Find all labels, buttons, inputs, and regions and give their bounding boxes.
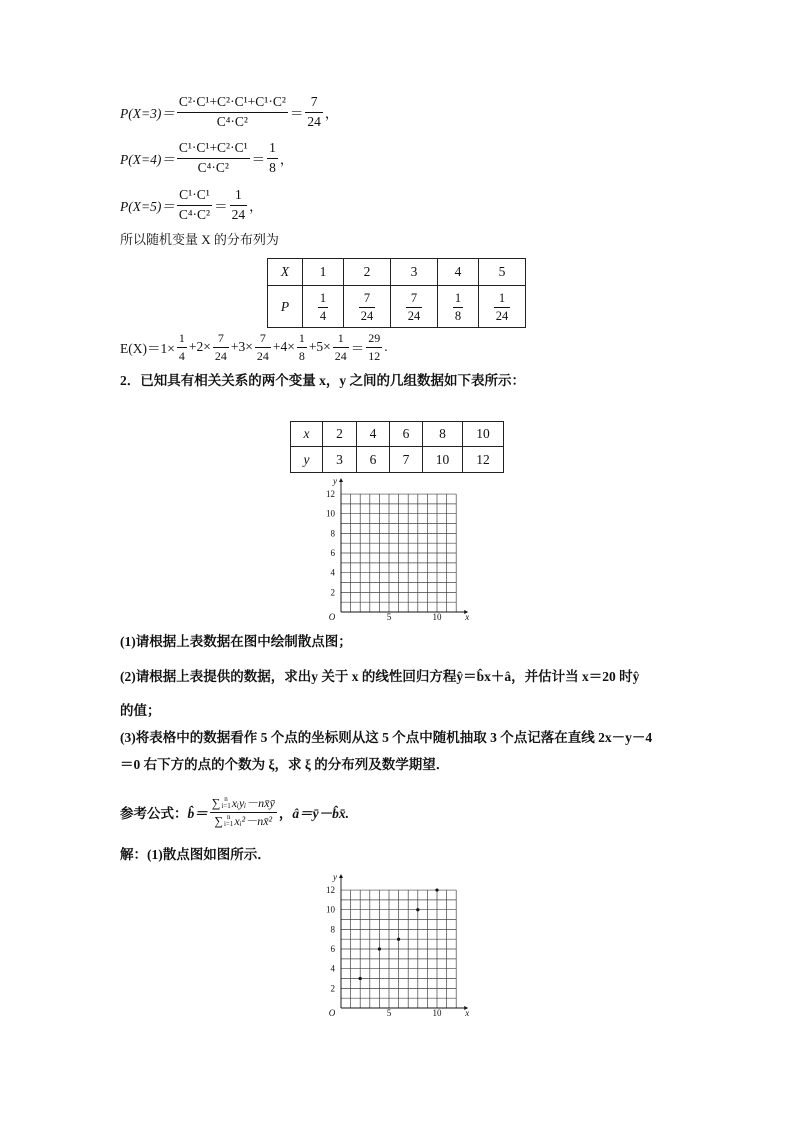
denominator-body: xᵢ²－nx̄² xyxy=(234,813,273,828)
scatter-point xyxy=(359,977,362,980)
punctuation: ， xyxy=(279,152,294,167)
table-cell: 6 xyxy=(390,422,423,447)
fraction xyxy=(297,331,307,363)
table-cell: 6 xyxy=(357,447,390,473)
fraction-denominator: C⁴·C² xyxy=(197,159,229,175)
summation-upper: n xyxy=(224,795,228,804)
question-2-intro: 2．已知具有相关关系的两个变量 x，y 之间的几组数据如下表所示： xyxy=(120,373,525,388)
y-tick-label: 10 xyxy=(326,904,335,915)
fraction xyxy=(333,331,349,363)
table-row xyxy=(291,422,504,447)
origin-label: O xyxy=(328,1008,336,1018)
punctuation: ， xyxy=(249,199,263,214)
fraction-numerator: 1 xyxy=(177,331,187,347)
summation-lower: i=1 xyxy=(223,819,234,828)
fraction-numerator: C¹·C¹+C²·C¹ xyxy=(177,140,250,158)
punctuation: ， xyxy=(324,106,339,121)
prob-lhs: P(X=3)＝ xyxy=(120,106,175,121)
fraction-numerator: C¹·C¹ xyxy=(177,187,212,205)
table-cell xyxy=(438,286,479,328)
result-fraction xyxy=(230,187,248,222)
y-tick-label: 4 xyxy=(330,963,335,974)
fraction-numerator: 7 xyxy=(359,291,376,308)
expectation-part: +5× xyxy=(308,339,331,354)
fraction-numerator xyxy=(210,796,277,812)
numerator-body: xᵢyᵢ－nx̄ȳ xyxy=(231,796,275,811)
formula-label: 参考公式： xyxy=(120,806,188,821)
fraction-denominator: 4 xyxy=(319,308,327,323)
punctuation: ， xyxy=(278,806,293,821)
expectation-part: +3× xyxy=(230,339,253,354)
fraction-numerator: 1 xyxy=(267,140,278,158)
reference-formula xyxy=(120,792,349,832)
distribution-table xyxy=(267,258,526,328)
probability-fraction xyxy=(406,291,423,324)
sigma-glyph: ∑ xyxy=(214,813,223,828)
fraction xyxy=(255,331,271,363)
empty-grid-chart xyxy=(320,476,475,626)
scatter-chart xyxy=(320,872,475,1022)
regression-fraction xyxy=(210,796,277,828)
fraction-numerator: 7 xyxy=(213,331,229,347)
x-axis-label: x xyxy=(465,1008,470,1018)
fraction xyxy=(213,331,229,363)
table-cell: 4 xyxy=(438,259,479,286)
x-tick-label: 5 xyxy=(386,612,392,622)
fraction-numerator: 7 xyxy=(255,331,271,347)
prob-fraction xyxy=(177,94,288,129)
table-cell xyxy=(391,286,438,328)
table-header-cell: x xyxy=(291,422,323,447)
fraction-numerator: 1 xyxy=(453,291,463,308)
solution-heading: 解：(1)散点图如图所示． xyxy=(120,847,271,862)
fraction-numerator: 1 xyxy=(333,331,349,347)
table-cell: 2 xyxy=(344,259,391,286)
prob-lhs: P(X=5)＝ xyxy=(120,199,175,214)
table-cell: 5 xyxy=(479,259,526,286)
y-axis-arrow xyxy=(339,478,343,482)
y-tick-label: 12 xyxy=(326,885,335,896)
result-fraction xyxy=(267,140,278,175)
fraction xyxy=(366,331,382,363)
fraction-denominator: 24 xyxy=(231,206,246,222)
summation-limits xyxy=(221,796,230,810)
expectation-part: +2× xyxy=(188,339,211,354)
table-row xyxy=(291,447,504,473)
y-axis-label: y xyxy=(333,476,337,486)
fraction-numerator: 29 xyxy=(366,331,382,347)
fraction-denominator: 24 xyxy=(256,348,269,363)
y-tick-label: 6 xyxy=(330,944,335,955)
data-table xyxy=(290,421,504,473)
table-header-cell: y xyxy=(291,447,323,473)
punctuation: . xyxy=(384,339,388,354)
fraction-numerator: 7 xyxy=(305,94,323,112)
scatter-point xyxy=(378,947,381,950)
fraction-denominator: 8 xyxy=(454,308,462,323)
scatter-point xyxy=(435,888,438,891)
origin-label: O xyxy=(328,612,336,622)
b-hat-lhs: b̂＝ xyxy=(187,806,208,821)
y-tick-label: 2 xyxy=(330,587,335,598)
table-cell: 12 xyxy=(463,447,504,473)
fraction-denominator xyxy=(210,813,277,828)
prob-lhs: P(X=4)＝ xyxy=(120,152,175,167)
prob-fraction xyxy=(177,187,212,222)
fraction-numerator: 1 xyxy=(230,187,248,205)
table-cell xyxy=(303,286,344,328)
fraction-numerator: 1 xyxy=(318,291,328,308)
summation-upper: n xyxy=(226,812,231,821)
probability-fraction xyxy=(453,291,463,324)
fraction-denominator: 24 xyxy=(214,348,227,363)
y-axis-label: y xyxy=(333,872,337,882)
question-2-part-2-cont: 的值； xyxy=(120,703,161,718)
table-cell xyxy=(344,286,391,328)
table-cell: 10 xyxy=(463,422,504,447)
distribution-intro: 所以随机变量 X 的分布列为 xyxy=(120,232,279,247)
summation-symbol xyxy=(214,814,233,828)
fraction-denominator: C⁴·C² xyxy=(178,206,211,222)
fraction-denominator: 4 xyxy=(178,348,185,363)
result-fraction xyxy=(305,94,323,129)
table-header-cell: P xyxy=(268,286,303,328)
question-2-part-2: (2)请根据上表提供的数据，求出y 关于 x 的线性回归方程ŷ＝b̂x＋â，并估计当 x＝20 时ŷ xyxy=(120,669,640,684)
probability-fraction xyxy=(318,291,328,324)
y-tick-label: 8 xyxy=(330,924,335,935)
fraction-denominator: 24 xyxy=(360,308,374,323)
summation-symbol xyxy=(212,796,231,810)
table-cell xyxy=(479,286,526,328)
table-cell: 10 xyxy=(423,447,463,473)
summation-limits xyxy=(224,814,233,828)
table-cell: 8 xyxy=(423,422,463,447)
probability-fraction xyxy=(494,291,511,324)
x-axis-label: x xyxy=(465,612,470,622)
y-tick-label: 2 xyxy=(330,983,335,994)
probability-fraction xyxy=(359,291,376,324)
table-cell: 1 xyxy=(303,259,344,286)
y-tick-label: 6 xyxy=(330,548,335,559)
y-tick-label: 12 xyxy=(326,489,335,500)
table-cell: 2 xyxy=(323,422,357,447)
expectation-part: E(X)＝1× xyxy=(120,341,175,356)
a-hat-formula: â＝ȳ－b̂x̄. xyxy=(292,806,349,821)
y-axis-arrow xyxy=(339,874,343,878)
fraction-denominator: 24 xyxy=(307,113,321,129)
table-cell: 3 xyxy=(391,259,438,286)
expectation-part: ＝ xyxy=(350,341,365,356)
prob-line-x3 xyxy=(120,94,338,130)
fraction-numerator: 7 xyxy=(406,291,423,308)
fraction-denominator: 12 xyxy=(368,348,381,363)
table-row xyxy=(268,286,526,328)
fraction-denominator: 24 xyxy=(334,348,347,363)
fraction-denominator: 24 xyxy=(407,308,421,323)
table-row xyxy=(268,259,526,286)
fraction-denominator: 24 xyxy=(495,308,509,323)
question-2-part-3-cont: ＝0 右下方的点的个数为 ξ，求 ξ 的分布列及数学期望． xyxy=(120,757,450,772)
scatter-point xyxy=(397,938,400,941)
summation-lower: i=1 xyxy=(221,802,231,811)
expectation-part: +4× xyxy=(272,339,295,354)
expectation-formula xyxy=(120,329,388,365)
question-2-part-1: (1)请根据上表数据在图中绘制散点图； xyxy=(120,634,352,649)
y-tick-label: 8 xyxy=(330,528,335,539)
equals-sign: ＝ xyxy=(251,152,266,167)
fraction-denominator: 8 xyxy=(269,159,276,175)
fraction-numerator: 1 xyxy=(494,291,511,308)
x-tick-label: 5 xyxy=(386,1008,392,1018)
fraction xyxy=(177,331,187,363)
x-tick-label: 10 xyxy=(432,612,442,622)
y-tick-label: 4 xyxy=(330,567,335,578)
y-tick-label: 10 xyxy=(326,508,335,519)
table-header-cell: X xyxy=(268,259,303,286)
prob-line-x5 xyxy=(120,187,263,223)
sigma-glyph: ∑ xyxy=(211,796,221,811)
fraction-numerator: C²·C¹+C²·C¹+C¹·C² xyxy=(177,94,288,112)
equals-sign: ＝ xyxy=(289,106,304,121)
prob-fraction xyxy=(177,140,250,175)
scatter-point xyxy=(416,908,419,911)
table-cell: 4 xyxy=(357,422,390,447)
x-tick-label: 10 xyxy=(432,1008,442,1018)
table-cell: 7 xyxy=(390,447,423,473)
equals-sign: ＝ xyxy=(214,199,228,214)
fraction-numerator: 1 xyxy=(297,331,307,347)
fraction-denominator: 8 xyxy=(298,348,305,363)
table-cell: 3 xyxy=(323,447,357,473)
question-2-part-3: (3)将表格中的数据看作 5 个点的坐标则从这 5 个点中随机抽取 3 个点记落在直线 2x－y－4 xyxy=(120,730,653,745)
prob-line-x4 xyxy=(120,140,293,176)
fraction-denominator: C⁴·C² xyxy=(216,113,248,129)
